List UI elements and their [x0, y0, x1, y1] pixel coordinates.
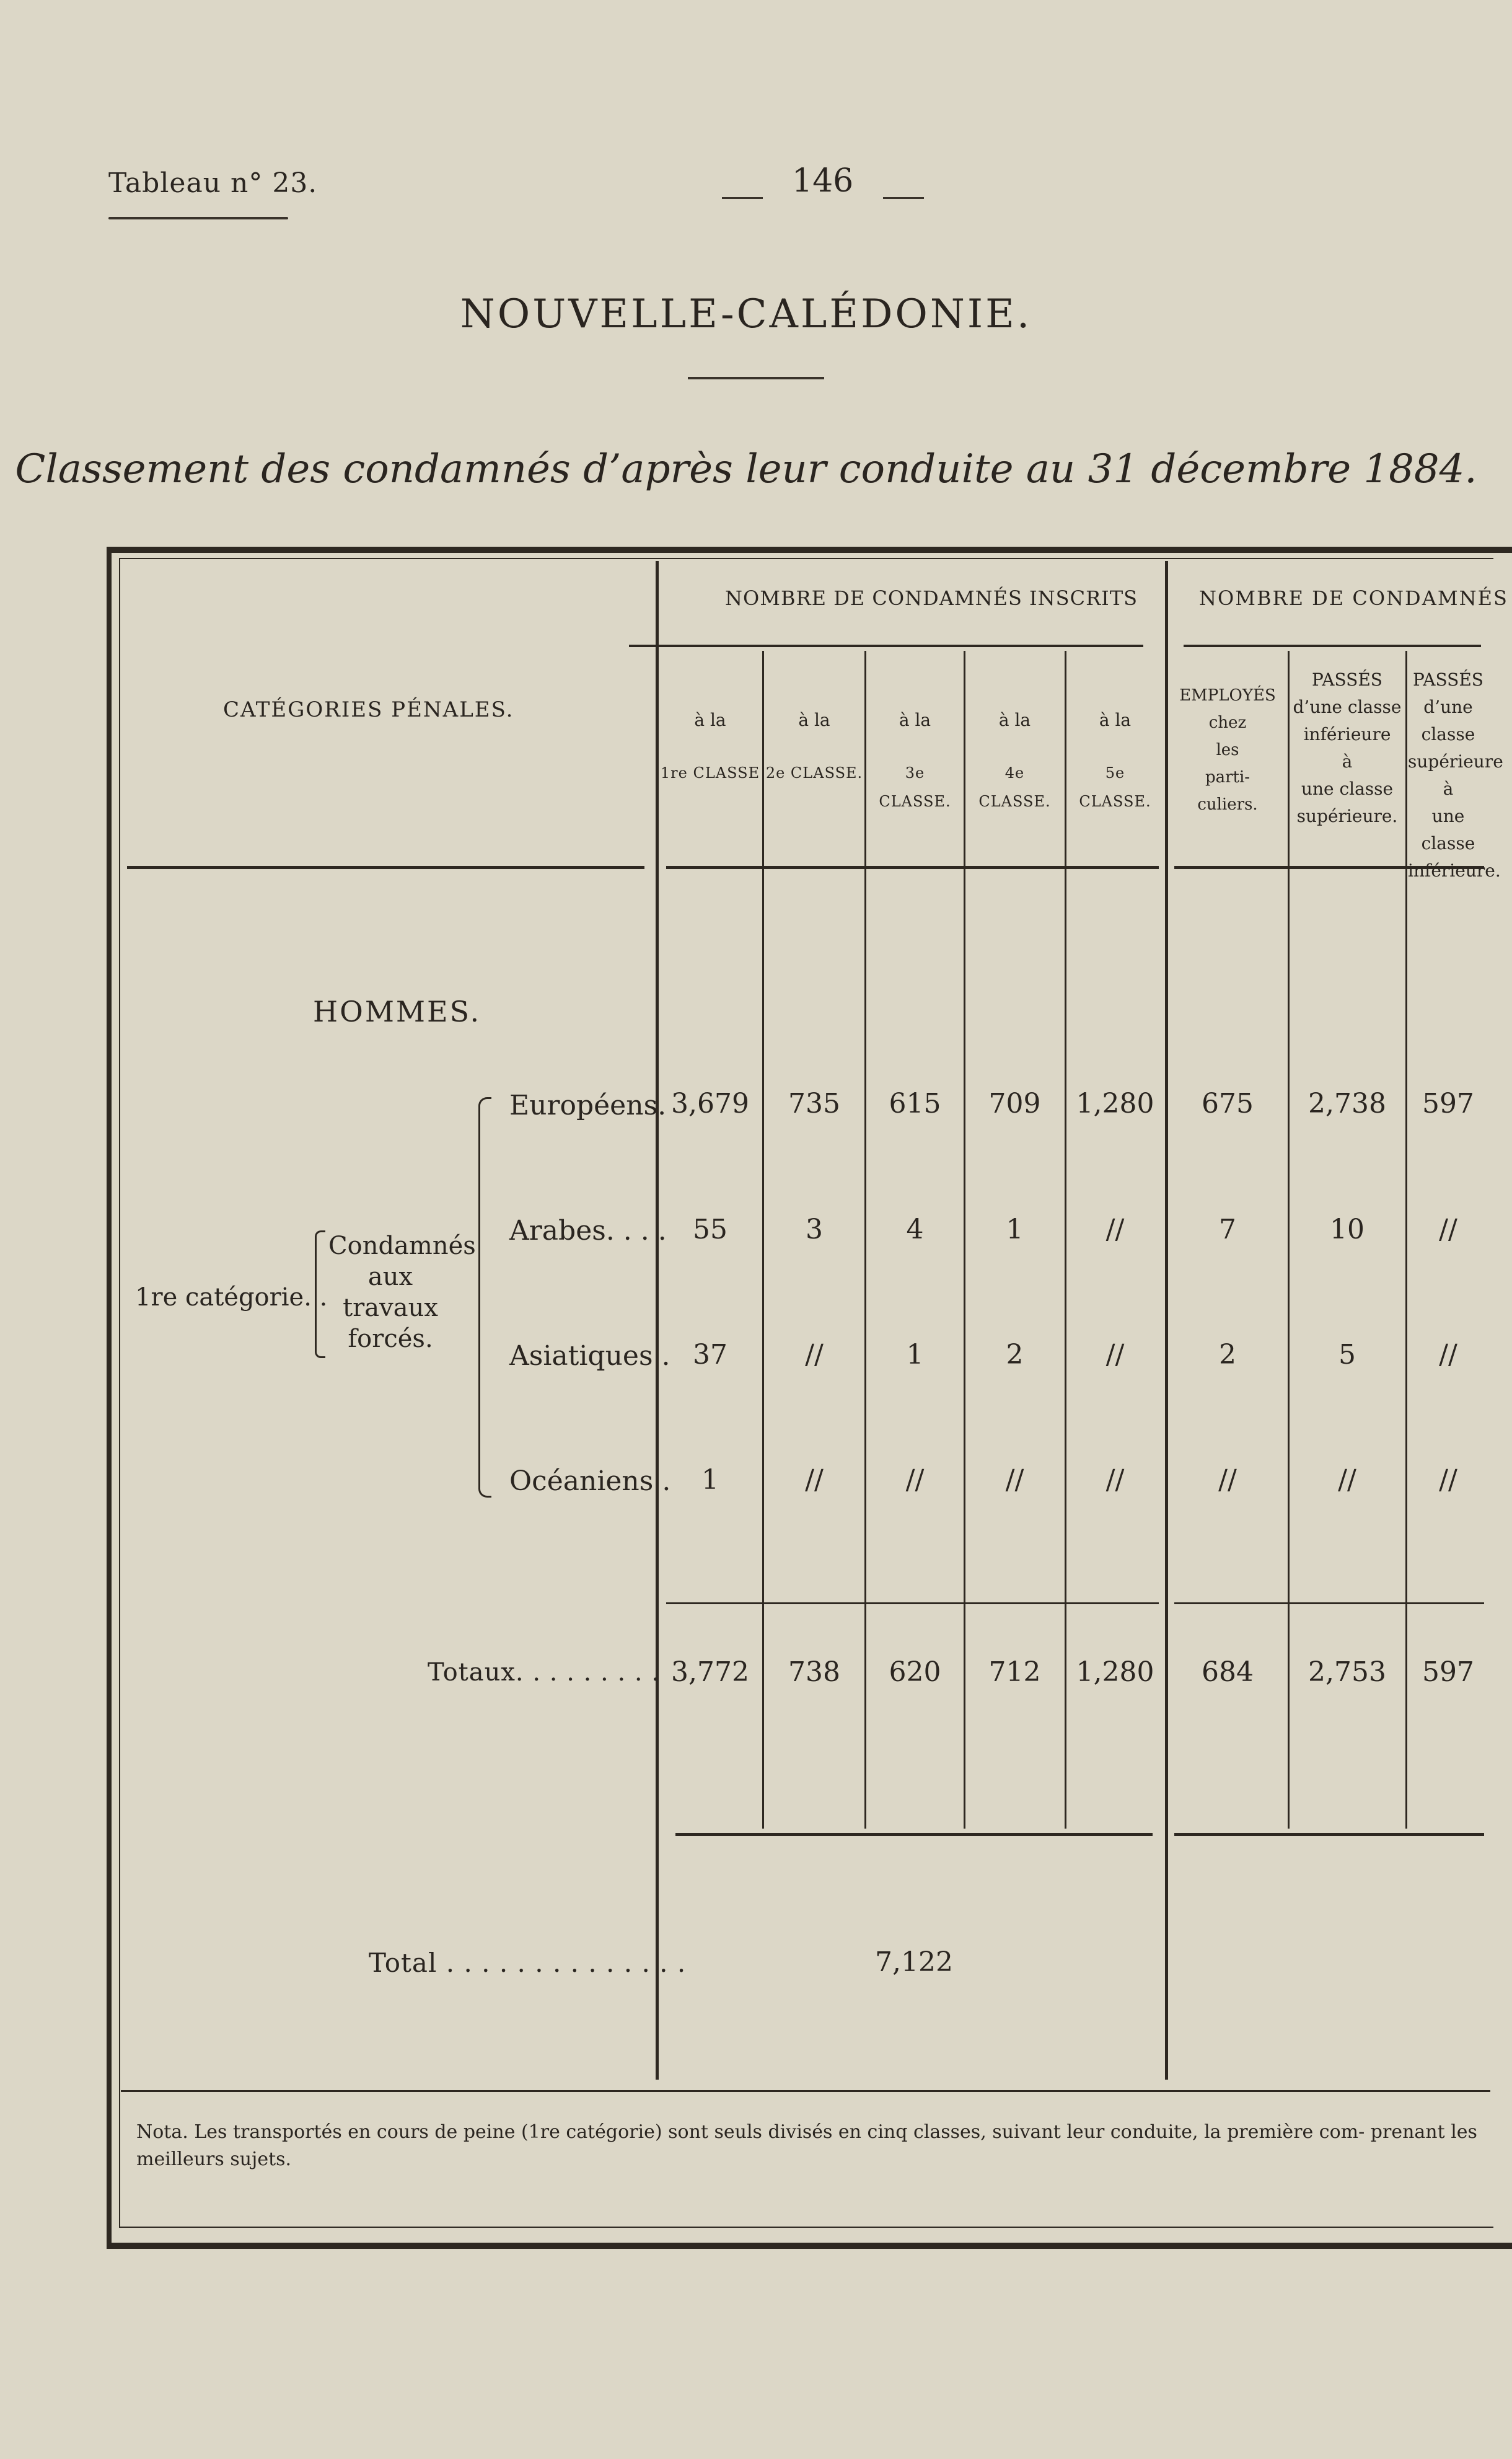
table-cell: 1: [1006, 1214, 1024, 1245]
table-reference-underline: [108, 217, 288, 219]
col-divider: [1288, 651, 1290, 1829]
totals-cell: 597: [1422, 1656, 1474, 1688]
totals-cell: 684: [1202, 1656, 1254, 1688]
group1-header: NOMBRE DE CONDAMNÉS INSCRITS: [725, 586, 1138, 610]
class2-header: à la 2e CLASSE.: [765, 710, 863, 782]
table-cell: 615: [889, 1088, 941, 1119]
totals-cell: 2,753: [1308, 1656, 1386, 1688]
table-cell: 709: [988, 1088, 1041, 1119]
group1-brace: [629, 645, 1143, 647]
grand-total-rule: [675, 1833, 1153, 1836]
totals-cell: 3,772: [671, 1656, 749, 1688]
table-cell: //: [1218, 1464, 1237, 1496]
col-divider: [762, 651, 764, 1829]
table-cell: 55: [693, 1214, 727, 1245]
totals-cell: 738: [788, 1656, 840, 1688]
table-cell: 2: [1006, 1339, 1024, 1371]
grand-total-rule: [1174, 1833, 1484, 1836]
table-cell: //: [1439, 1214, 1457, 1245]
category-sub-label: Condamnés aux travaux forcés.: [328, 1232, 476, 1353]
table-cell: //: [1105, 1464, 1125, 1496]
table-cell: 1: [701, 1464, 719, 1496]
page-number-dash-right: [883, 197, 924, 199]
section-label: HOMMES.: [313, 995, 481, 1028]
table-cell: 10: [1330, 1214, 1365, 1245]
table-cell: //: [905, 1464, 925, 1496]
col-divider: [964, 651, 965, 1829]
group-divider: [1165, 561, 1168, 2080]
totals-cell: 620: [889, 1656, 941, 1688]
header-rule: [666, 866, 1159, 869]
table-cell: 3,679: [671, 1088, 749, 1119]
row-label-oceaniens: Océaniens .: [509, 1465, 671, 1497]
demoted-header: PASSÉS d’une classe supérieure à une classe inférieure.: [1408, 669, 1503, 881]
table-cell: 735: [788, 1088, 840, 1119]
class5-header: à la 5e CLASSE.: [1079, 710, 1151, 810]
table-subtitle: Classement des condamnés d’après leur conduite au 31 décembre 1884.: [15, 446, 1477, 492]
group2-header: NOMBRE DE CONDAMNÉS: [1199, 586, 1508, 610]
table-cell: //: [1338, 1464, 1356, 1496]
table-cell: 7: [1219, 1214, 1236, 1245]
table-cell: //: [1439, 1339, 1457, 1371]
row-label-europeens: Européens.: [509, 1090, 667, 1121]
table-reference: Tableau n° 23.: [108, 167, 318, 199]
totals-rule: [1174, 1602, 1484, 1604]
table-cell: 37: [693, 1339, 727, 1371]
col-divider: [864, 651, 866, 1829]
page-number-dash-left: [722, 197, 763, 199]
employed-header: EMPLOYÉS chez les parti- culiers.: [1179, 686, 1276, 814]
table-cell: //: [805, 1339, 824, 1371]
table-cell: 1,280: [1076, 1088, 1154, 1119]
page-title: NOUVELLE-CALÉDONIE.: [460, 291, 1032, 337]
class1-header: à la 1re CLASSE: [660, 710, 760, 782]
class4-header: à la 4e CLASSE.: [978, 710, 1051, 810]
origin-brace: [478, 1097, 491, 1498]
category-brace: [315, 1230, 325, 1358]
totals-cell: 1,280: [1076, 1656, 1154, 1688]
table-cell: 597: [1422, 1088, 1474, 1119]
class3-header: à la 3e CLASSE.: [879, 710, 951, 810]
table-cell: 4: [906, 1214, 924, 1245]
col-divider: [1405, 651, 1407, 1829]
note-separator: [121, 2090, 1490, 2092]
page-number: 146: [792, 162, 854, 200]
table-cell: 675: [1202, 1088, 1254, 1119]
header-rule: [127, 866, 644, 869]
category-header: CATÉGORIES PÉNALES.: [223, 697, 514, 722]
row-label-asiatiques: Asiatiques .: [509, 1340, 670, 1372]
totals-cell: 712: [988, 1656, 1041, 1688]
row-label-arabes: Arabes. . . .: [509, 1215, 667, 1247]
table-cell: //: [1005, 1464, 1024, 1496]
title-rule: [688, 377, 824, 379]
table-cell: 2: [1219, 1339, 1236, 1371]
grand-total-label: Total . . . . . . . . . . . . . .: [369, 1948, 687, 1978]
table-cell: 3: [806, 1214, 823, 1245]
col-divider: [1065, 651, 1066, 1829]
totals-label: Totaux. . . . . . . . .: [428, 1658, 661, 1687]
table-cell: 2,738: [1308, 1088, 1386, 1119]
grand-total-value: 7,122: [875, 1946, 953, 1978]
table-cell: 5: [1338, 1339, 1356, 1371]
category-column-divider: [656, 561, 659, 2080]
promoted-header: PASSÉS d’une classe inférieure à une classe supérieure.: [1293, 669, 1402, 826]
totals-rule: [666, 1602, 1159, 1604]
table-cell: 1: [906, 1339, 924, 1371]
group2-brace: [1184, 645, 1481, 647]
table-cell: //: [805, 1464, 824, 1496]
category-label: 1re catégorie. .: [135, 1283, 328, 1312]
table-cell: //: [1439, 1464, 1457, 1496]
footnote: Nota. Les transportés en cours de peine (1re catégorie) sont seuls divisés en cinq classes, suivant leur conduite, la première com- prenant les meilleurs sujets.: [136, 2121, 1477, 2170]
table-cell: //: [1105, 1339, 1125, 1371]
table-cell: //: [1105, 1214, 1125, 1245]
